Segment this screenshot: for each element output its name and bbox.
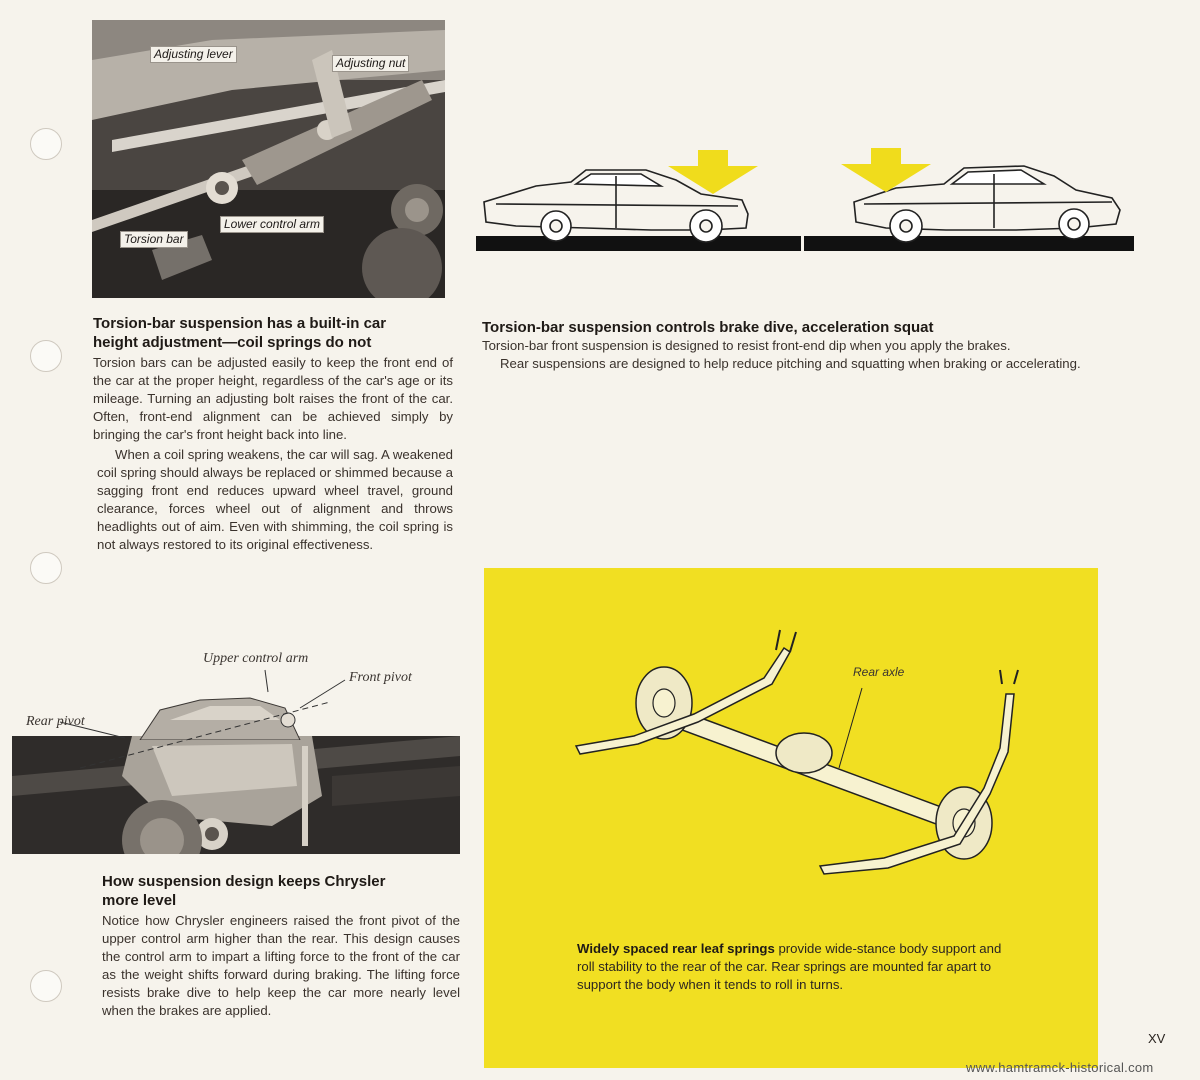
leaf-spring-illustration bbox=[484, 618, 1098, 918]
design-text bbox=[102, 872, 460, 1020]
label-adjusting-nut: Adjusting nut bbox=[332, 55, 409, 72]
label-front-pivot: Front pivot bbox=[349, 670, 412, 685]
design-heading: How suspension design keeps Chrysler more level bbox=[102, 873, 386, 909]
torsion-bar-heading: Torsion-bar suspension has a built-in car height adjustment—coil springs do not bbox=[93, 315, 387, 351]
label-lower-control-arm: Lower control arm bbox=[220, 216, 324, 233]
leaf-spring-caption-bold: Widely spaced rear leaf springs bbox=[577, 941, 775, 956]
arrow-down-rear bbox=[841, 148, 931, 192]
cars-svg bbox=[476, 146, 1136, 258]
page-number: XV bbox=[1148, 1031, 1166, 1046]
torsion-bar-photo bbox=[92, 20, 445, 298]
design-paragraph: Notice how Chrysler engineers raised the front pivot of the upper control arm higher than the rear. This design causes the control arm to impart a lifting force to the front of the car as the weight shifts forward during braking. The lifting force resists brake dive to help keep the car more nearly level when the brakes are applied. bbox=[102, 913, 460, 1018]
leaf-spring-panel bbox=[484, 568, 1098, 1068]
torsion-bar-paragraph-2: When a coil spring weakens, the car will sag. A weakened coil spring should always be replaced or shimmed because a sagging front end reduces upward wheel travel, ground clearance, forces wheel out of alignment and throws headlights out of aim. Even with shimming, the coil spring is not always restored to its original effectiveness. bbox=[97, 447, 453, 552]
brake-dive-cars-illustration bbox=[476, 146, 1136, 258]
leaf-spring-caption bbox=[577, 940, 1017, 994]
label-torsion-bar: Torsion bar bbox=[120, 231, 188, 248]
binder-hole-2 bbox=[30, 340, 62, 372]
brake-dive-text bbox=[482, 318, 1102, 373]
binder-hole-5 bbox=[30, 970, 62, 1002]
binder-hole-1 bbox=[30, 128, 62, 160]
control-arm-label-lines bbox=[0, 650, 460, 770]
binder-hole-3 bbox=[30, 552, 62, 584]
leaf-spring-caption-rest: provide wide-stance body support and roll stability to the rear of the car. Rear springs are mounted far apart to support the body when it tends to roll in turns. bbox=[577, 941, 1002, 992]
brake-dive-paragraph-1: Torsion-bar front suspension is designed to resist front-end dip when you apply the brakes. bbox=[482, 338, 1011, 353]
torsion-bar-text bbox=[93, 314, 453, 554]
label-adjusting-lever: Adjusting lever bbox=[150, 46, 237, 63]
brake-dive-paragraph-2: Rear suspensions are designed to help reduce pitching and squatting when braking or accelerating. bbox=[500, 356, 1081, 371]
label-rear-pivot: Rear pivot bbox=[26, 714, 85, 729]
torsion-bar-paragraph-1: Torsion bars can be adjusted easily to keep the front end of the car at the proper height, regardless of the car's age or its mileage. Turning an adjusting bolt raises the front of the car. Often, front-end alignment can be achieved simply by bringing the car's front height back into line. bbox=[93, 355, 453, 442]
brake-dive-heading: Torsion-bar suspension controls brake dive, acceleration squat bbox=[482, 319, 934, 336]
label-upper-control-arm: Upper control arm bbox=[203, 651, 309, 666]
footer-url[interactable]: www.hamtramck-historical.com bbox=[966, 1060, 1154, 1075]
label-rear-axle: Rear axle bbox=[853, 665, 905, 679]
